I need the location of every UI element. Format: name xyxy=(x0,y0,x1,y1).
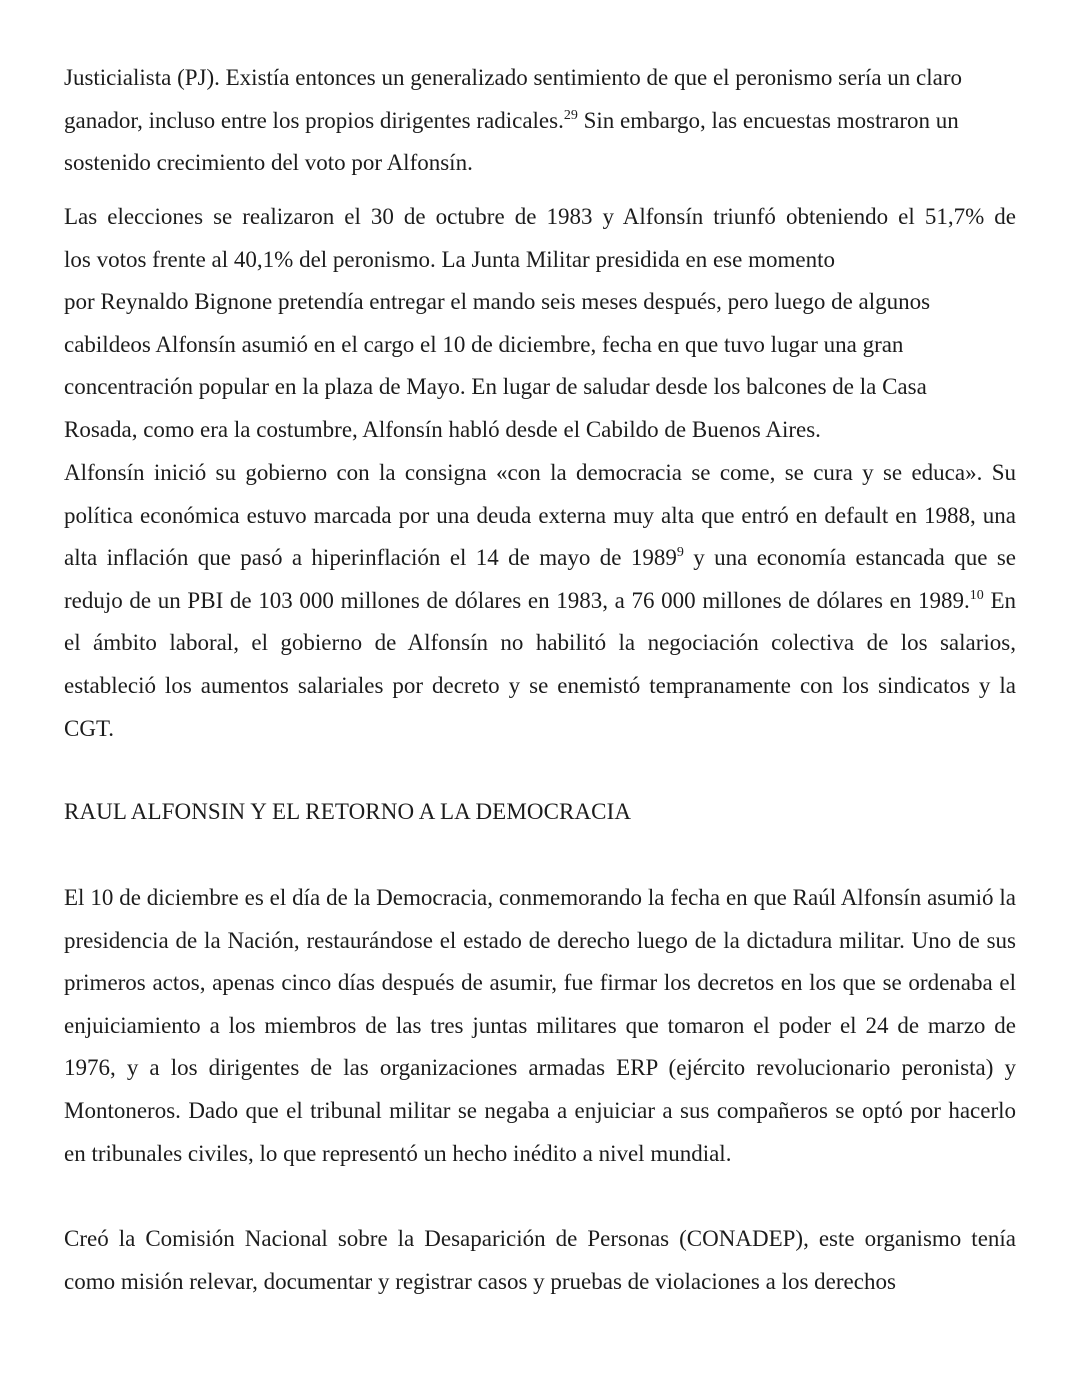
paragraph-text: En el ámbito laboral, el gobierno de Alfonsín no habilitó la negociación colectiva de los salarios, estableció los aumentos salariales por decreto y se enemistó tempranamente con los sindicatos y la CGT. xyxy=(64,587,1016,741)
section-heading: RAUL ALFONSIN Y EL RETORNO A LA DEMOCRACIA xyxy=(64,799,632,824)
paragraph-election-context xyxy=(64,57,1016,185)
paragraph-text: Sin embargo, las encuestas mostraron un sostenido crecimiento del voto por Alfonsín. xyxy=(64,107,959,176)
footnote-ref-9[interactable]: 9 xyxy=(676,545,684,561)
paragraph-election-results xyxy=(64,196,1016,452)
paragraph-line: concentración popular en la plaza de Mayo. En lugar de saludar desde los balcones de la Casa xyxy=(64,374,927,400)
paragraph-text: y una economía estancada que se redujo de un PBI de 103 000 millones de dólares en 1983, a 76 000 millones de dólares en 1989. xyxy=(64,545,1016,613)
paragraph-government-economy xyxy=(64,452,1016,750)
paragraph-line: los votos frente al 40,1% del peronismo. La Junta Militar presidida en ese momento xyxy=(64,246,835,272)
paragraph-line: cabildeos Alfonsín asumió en el cargo el 10 de diciembre, fecha en que tuvo lugar una gran xyxy=(64,331,904,357)
paragraph-line: Rosada, como era la costumbre, Alfonsín habló desde el Cabildo de Buenos Aires. xyxy=(64,416,821,442)
paragraph-line: por Reynaldo Bignone pretendía entregar el mando seis meses después, pero luego de algunos xyxy=(64,289,931,315)
paragraph-text: Justicialista (PJ). Existía entonces un generalizado sentimiento de que el peronismo sería un claro ganador, incluso entre los propios dirigentes radicales. xyxy=(64,65,963,133)
footnote-ref-29[interactable]: 29 xyxy=(563,107,578,123)
paragraph-line: Las elecciones se realizaron el 30 de octubre de 1983 y Alfonsín triunfó obteniendo el 51,7% de xyxy=(64,204,1016,229)
footnote-ref-10[interactable]: 10 xyxy=(969,587,984,603)
paragraph-text: Alfonsín inició su gobierno con la consigna «con la democracia se come, se cura y se educa». Su política económica estuvo marcada por una deuda externa muy alta que entró en default en 1988, una alta inflación que pasó a hiperinflación el 14 de mayo de 1989 xyxy=(64,460,1016,571)
paragraph-conadep: Creó la Comisión Nacional sobre la Desaparición de Personas (CONADEP), este organismo tenía como misión relevar, documentar y registrar casos y pruebas de violaciones a los derechos xyxy=(64,1226,1016,1294)
paragraph-democracy-day: El 10 de diciembre es el día de la Democracia, conmemorando la fecha en que Raúl Alfonsín asumió la presidencia de la Nación, restaurándose el estado de derecho luego de la dictadura militar. Uno de sus primeros actos, apenas cinco días después de asumir, fue firmar los decretos en los que se ordenaba el enjuiciamiento a los miembros de las tres juntas militares que tomaron el poder el 24 de marzo de 1976, y a los dirigentes de las organizaciones armadas ERP (ejército revolucionario peronista) y Montoneros. Dado que el tribunal militar se negaba a enjuiciar a sus compañeros se optó por hacerlo en tribunales civiles, lo que representó un hecho inédito a nivel mundial. xyxy=(64,885,1016,1166)
